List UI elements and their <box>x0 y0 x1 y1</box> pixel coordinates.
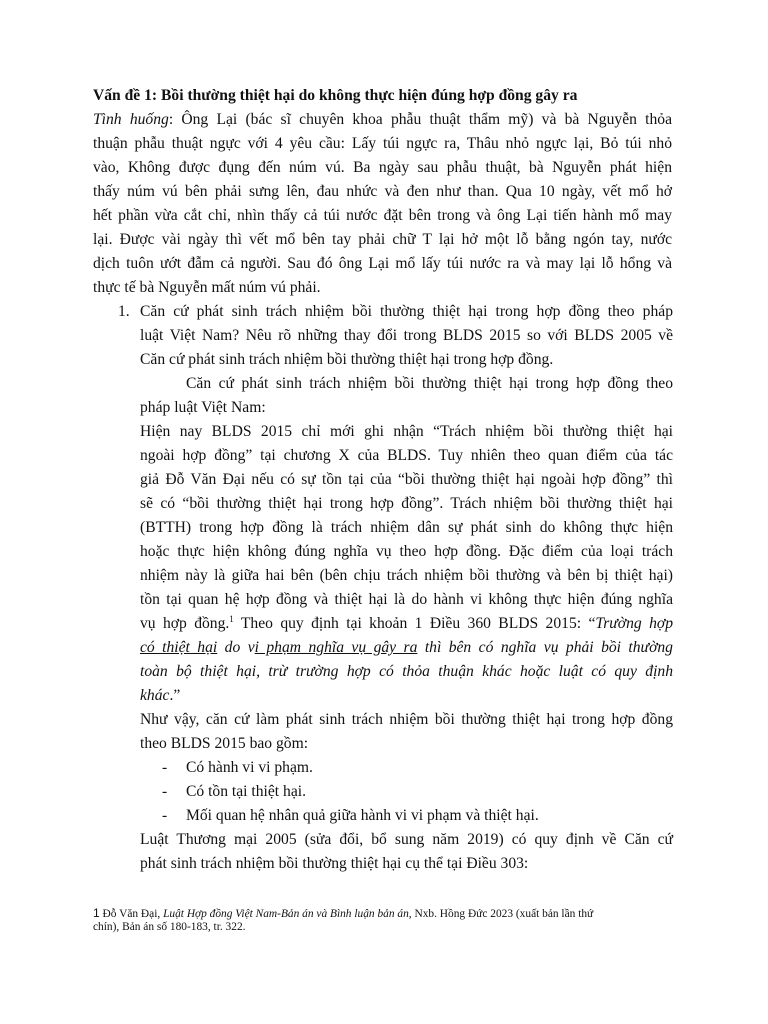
commercial-law-line: phát sinh trách nhiệm bồi thường thiệt hại cụ thể tại Điều 303: <box>140 855 529 872</box>
answer-body-line: vụ hợp đồng.$^1$ Theo quy định tại khoản 1 Điều 360 BLDS 2015: “Trường hợp <box>140 613 673 632</box>
bullet-dash: - <box>162 807 168 824</box>
quoted-law-line: khác.” <box>140 687 181 704</box>
footnote-reference[interactable]: 1 <box>229 613 234 624</box>
answer-intro-line: Căn cứ phát sinh trách nhiệm bồi thường thiệt hại trong hợp đồng theo <box>186 375 673 392</box>
footnote-line: chín), Bản án số 180-183, tr. 322. <box>93 921 246 933</box>
situation-line: thấy núm vú bên phải sưng lên, đau nhức và đen như than. Qua 10 ngày, vết mổ hở <box>93 183 672 200</box>
situation-line: lại. Được vài ngày thì vết mổ bên tay phải chữ T lại hở một lỗ bằng ngón tay, nước <box>93 231 672 248</box>
situation-line: dịch tuôn ướt đẫm cả người. Sau đó ông Lại mổ lấy túi nước ra và may lại lỗ hổng và <box>93 255 672 272</box>
list-item: Có hành vi vi phạm. <box>186 759 313 776</box>
situation-line: vào, Không được đụng đến núm vú. Ba ngày sau phẫu thuật, bà Nguyễn phát hiện <box>93 159 672 176</box>
situation-line: thực tế bà Nguyễn mất núm vú phải. <box>93 279 321 296</box>
quoted-law-line: có thiệt hại do vi phạm nghĩa vụ gây ra thì bên có nghĩa vụ phải bồi thường <box>140 639 673 656</box>
situation-line: thuận phẫu thuật ngực với 4 yêu cầu: Lấy túi ngực ra, Thâu nhỏ ngực lại, Bỏ túi nhỏ <box>93 135 672 152</box>
bullet-dash: - <box>162 759 168 776</box>
situation-line: hết phần vừa cắt chỉ, nhìn thấy cả túi nước đặt bên trong và ông Lại tiến hành mổ may <box>93 207 672 224</box>
commercial-law-line: Luật Thương mại 2005 (sửa đổi, bổ sung năm 2019) có quy định về Căn cứ <box>140 831 673 848</box>
conclusion-line: theo BLDS 2015 bao gồm: <box>140 735 309 752</box>
conclusion-line: Như vậy, căn cứ làm phát sinh trách nhiệm bồi thường thiệt hại trong hợp đồng <box>140 711 673 728</box>
answer-body-line: giả Đỗ Văn Đại nếu có sự tồn tại của “bồi thường thiệt hại ngoài hợp đồng” thì <box>140 471 673 488</box>
question-line: Căn cứ phát sinh trách nhiệm bồi thường thiệt hại trong hợp đồng. <box>140 351 554 368</box>
question-line: luật Việt Nam? Nêu rõ những thay đổi trong BLDS 2015 so với BLDS 2005 về <box>140 327 673 344</box>
answer-body-line: ngoài hợp đồng” tại chương X của BLDS. Tuy nhiên theo quan điểm của tác <box>140 447 673 464</box>
answer-intro-line: pháp luật Việt Nam: <box>140 399 266 416</box>
quoted-law-line: toàn bộ thiệt hại, trừ trường hợp có thỏa thuận khác hoặc luật có quy định <box>140 663 673 680</box>
bullet-dash: - <box>162 783 168 800</box>
answer-body-line: nhiệm này là giữa hai bên (bên chịu trách nhiệm bồi thường và bên bị thiệt hại) <box>140 567 673 584</box>
question-number: 1. <box>118 303 130 320</box>
answer-body-line: tồn tại quan hệ hợp đồng và thiệt hại là do hành vi không thực hiện đúng nghĩa <box>140 591 673 608</box>
answer-body-line: (BTTH) trong hợp đồng là trách nhiệm dân sự phát sinh do không thực hiện <box>140 519 673 536</box>
answer-body-line: sẽ có “bồi thường thiệt hại trong hợp đồng”. Trách nhiệm bồi thường thiệt hại <box>140 495 673 512</box>
list-item: Mối quan hệ nhân quả giữa hành vi vi phạm và thiệt hại. <box>186 807 539 824</box>
footnote: 1 Đỗ Văn Đại, Luật Hợp đồng Việt Nam-Bản án và Bình luận bản án, Nxb. Hồng Đức 2023 (xuất bản lần thứ <box>93 906 594 920</box>
question-line: Căn cứ phát sinh trách nhiệm bồi thường thiệt hại trong hợp đồng theo pháp <box>140 303 673 320</box>
issue-heading: Vấn đề 1: Bồi thường thiệt hại do không thực hiện đúng hợp đồng gây ra <box>93 87 578 104</box>
footnote-number: 1 <box>93 906 100 920</box>
answer-body-line: hoặc thực hiện không đúng nghĩa vụ theo hợp đồng. Đặc điểm của loại trách <box>140 543 673 560</box>
answer-body-line: Hiện nay BLDS 2015 chỉ mới ghi nhận “Trách nhiệm bồi thường thiệt hại <box>140 423 673 440</box>
situation-line: Tình huống: Ông Lại (bác sĩ chuyên khoa phẫu thuật thẩm mỹ) và bà Nguyễn thỏa <box>93 111 672 128</box>
list-item: Có tồn tại thiệt hại. <box>186 783 306 800</box>
situation-label: Tình huống <box>93 111 169 128</box>
